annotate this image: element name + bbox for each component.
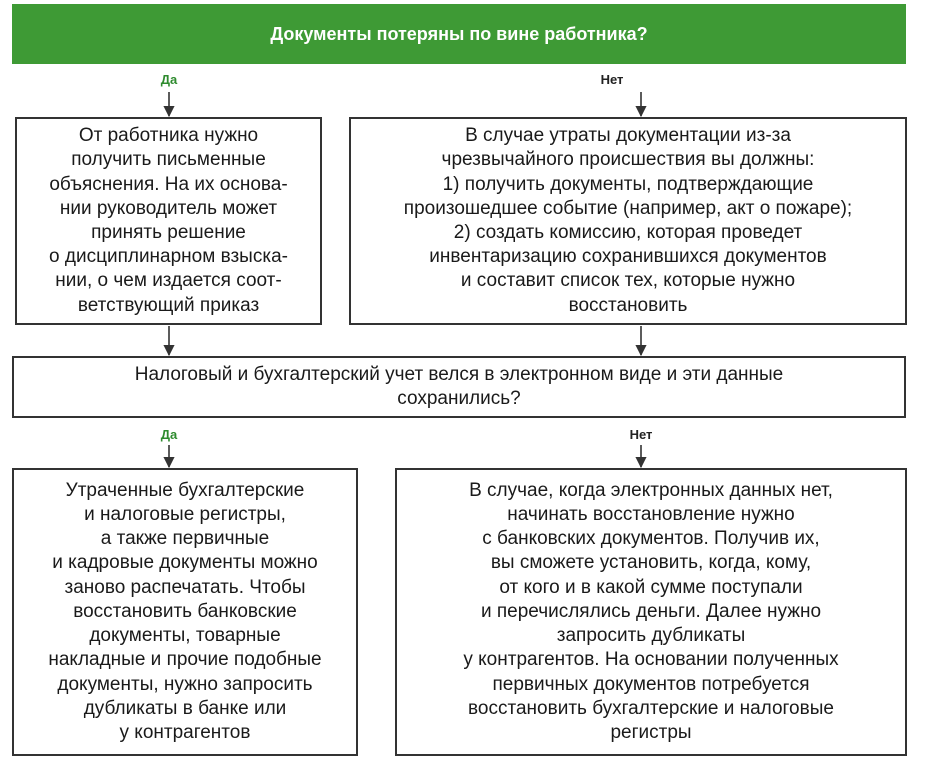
box-line: восстановить бухгалтерские и налоговые (468, 697, 834, 719)
question-electronic-records (12, 356, 906, 418)
box-line: у контрагентов. На основании полученных (463, 649, 839, 671)
box-line: первичных документов потребуется (492, 673, 810, 695)
box-line: В случае утраты документации из-за (465, 125, 791, 147)
box-line: В случае, когда электронных данных нет, (469, 479, 833, 501)
box-line: произошедшее событие (например, акт о пожаре); (403, 197, 853, 219)
label-yes-1: Да (160, 72, 178, 87)
box-line: дубликаты в банке или (83, 697, 287, 719)
box-line: 2) создать комиссию, которая проведет (453, 222, 803, 243)
box-line: и налоговые регистры, (84, 504, 286, 526)
box-line: инвентаризацию сохранившихся документов (429, 246, 827, 268)
box-line: вы сможете установить, когда, кому, (490, 552, 812, 574)
box-restore-from-bank (395, 468, 907, 756)
box-line: получить письменные (71, 149, 266, 171)
box-line: документы, товарные (89, 625, 281, 647)
box-employee-fault (15, 117, 322, 325)
box-line: о дисциплинарном взыска- (49, 246, 288, 268)
box-line: у контрагентов (119, 721, 251, 743)
box-line: восстановить банковские (73, 600, 297, 622)
box-line: начинать восстановление нужно (507, 504, 795, 526)
box-line: и кадровые документы можно (52, 552, 318, 574)
box-line: Утраченные бухгалтерские (65, 479, 305, 501)
box-emergency (349, 117, 907, 325)
box-line: накладные и прочие подобные (48, 649, 322, 671)
box-line: документы, нужно запросить (57, 673, 313, 695)
box-line: нии руководитель может (59, 197, 278, 219)
box-line: объяснения. На их основа- (49, 173, 288, 195)
box-line: чрезвычайного происшествия вы должны: (441, 149, 815, 171)
box-line: заново распечатать. Чтобы (64, 576, 306, 598)
box-reprint-documents (12, 468, 358, 756)
box-line: запросить дубликаты (556, 625, 746, 647)
label-no-1: Нет (600, 72, 624, 87)
box-line: а также первичные (100, 528, 270, 550)
box-line: регистры (610, 721, 692, 743)
header-question-text: Документы потеряны по вине работника? (270, 23, 648, 44)
question-line: сохранились? (397, 388, 521, 409)
box-line: и перечислялись деньги. Далее нужно (480, 600, 822, 622)
box-line: ветствующий приказ (77, 294, 260, 316)
box-line: с банковских документов. Получив их, (482, 528, 820, 550)
box-line: и составит список тех, которые нужно (460, 270, 796, 292)
box-line: От работника нужно (78, 125, 259, 147)
box-line: восстановить (568, 294, 688, 316)
box-line: принять решение (91, 222, 246, 243)
label-yes-2: Да (160, 427, 178, 442)
question-line: Налоговый и бухгалтерский учет велся в электронном виде и эти данные (134, 363, 784, 385)
box-line: 1) получить документы, подтверждающие (442, 173, 814, 195)
box-line: от кого и в какой сумме поступали (499, 576, 803, 598)
label-no-2: Нет (629, 427, 653, 442)
header-question (12, 4, 906, 64)
box-line: нии, о чем издается соот- (55, 270, 282, 292)
